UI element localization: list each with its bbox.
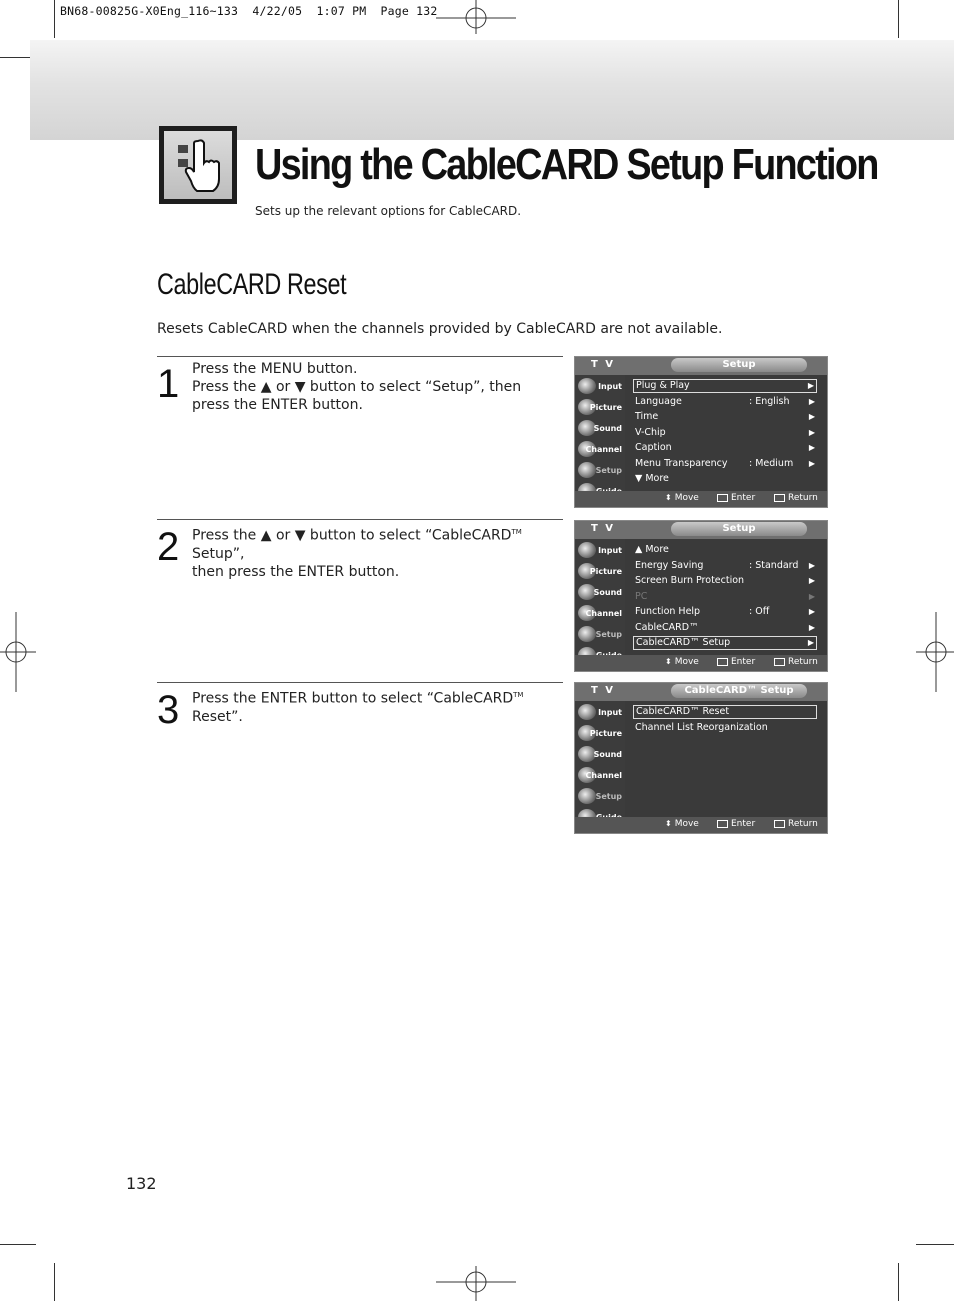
step-divider (157, 682, 563, 683)
osd-sidebar-label: Channel (585, 609, 622, 618)
registration-mark-icon (436, 1266, 516, 1301)
osd-sidebar-item[interactable] (575, 744, 625, 764)
arrow-right-icon: ▶ (807, 381, 814, 390)
osd-menu-item[interactable] (635, 621, 817, 635)
osd-menu-item[interactable] (635, 574, 817, 588)
step-line: Press the ▲ or ▼ button to select “Setup”, then (192, 379, 522, 395)
tv-menu-screen (574, 520, 828, 672)
osd-item-value: : English (749, 395, 790, 407)
footer-move (665, 493, 699, 503)
osd-sidebar-item[interactable] (575, 582, 625, 602)
osd-footer (575, 817, 827, 833)
step-number: 2 (157, 525, 180, 569)
osd-menu-title: Setup (671, 358, 807, 372)
osd-sidebar-label: Channel (585, 445, 622, 454)
arrow-right-icon: ▶ (808, 576, 815, 585)
arrow-right-icon: ▶ (808, 622, 815, 632)
chapter-icon (159, 126, 237, 204)
osd-sidebar-item[interactable] (575, 624, 625, 644)
arrow-right-icon: ▶ (808, 396, 815, 406)
page-title: Using the CableCARD Setup Function (255, 140, 878, 189)
step-line: Press the ENTER button to select “CableCARD™ Reset”. (192, 690, 524, 725)
step-number: 1 (157, 362, 180, 406)
osd-sidebar-item[interactable] (575, 561, 625, 581)
tv-menu-screen (574, 356, 828, 508)
osd-item-label: PC (635, 590, 648, 602)
enter-icon (717, 820, 728, 828)
osd-menu-item[interactable] (635, 395, 817, 409)
osd-menu-item[interactable] (633, 636, 817, 650)
registration-mark-icon (0, 612, 36, 692)
osd-sidebar-item[interactable] (575, 418, 625, 438)
footer-enter-label: Enter (731, 657, 756, 667)
arrow-right-icon: ▶ (808, 607, 815, 616)
step-3-text (192, 686, 562, 726)
osd-menu-list (625, 375, 827, 491)
header-band (30, 40, 954, 140)
page-number: 132 (126, 1174, 157, 1193)
osd-item-value: : Medium (749, 457, 794, 469)
osd-sidebar-label: Picture (589, 729, 622, 738)
section-title: CableCARD Reset (157, 268, 347, 301)
arrow-right-icon: ▶ (808, 591, 815, 601)
osd-tv-label: T V (591, 523, 616, 534)
osd-menu-item[interactable] (635, 543, 817, 557)
crop-mark (898, 0, 899, 38)
menu-category-icon (578, 378, 596, 394)
osd-sidebar-label: Picture (589, 567, 622, 576)
osd-item-label: Screen Burn Protection (635, 575, 745, 586)
menu-category-icon (578, 704, 596, 720)
osd-item-label: V-Chip (635, 426, 666, 438)
osd-item-label: CableCARD™ (635, 621, 699, 633)
osd-sidebar-label: Picture (589, 403, 622, 412)
footer-move-label: Move (674, 819, 699, 829)
step-divider (157, 519, 563, 520)
osd-menu-item[interactable] (635, 559, 817, 573)
footer-return (774, 819, 818, 829)
menu-category-icon (578, 542, 596, 558)
enter-icon (717, 658, 728, 666)
menu-category-icon (578, 788, 596, 804)
osd-sidebar-item[interactable] (575, 460, 625, 480)
osd-menu-list (625, 701, 827, 817)
osd-item-label: Language (635, 395, 682, 407)
osd-sidebar-label: Setup (595, 466, 622, 475)
osd-header (575, 357, 827, 375)
step-number: 3 (157, 688, 180, 732)
osd-menu-item[interactable] (633, 705, 817, 719)
osd-footer (575, 655, 827, 671)
osd-menu-item[interactable] (633, 379, 817, 393)
osd-menu-item[interactable] (635, 441, 817, 455)
osd-sidebar (575, 375, 625, 491)
osd-sidebar-label: Input (598, 546, 622, 555)
footer-return-label: Return (788, 819, 818, 829)
osd-sidebar-item[interactable] (575, 540, 625, 560)
crop-mark (54, 1263, 55, 1301)
osd-menu-item[interactable] (635, 472, 817, 486)
osd-menu-item[interactable] (635, 590, 817, 604)
footer-enter-label: Enter (731, 819, 756, 829)
osd-footer (575, 491, 827, 507)
osd-sidebar-label: Sound (593, 588, 622, 597)
osd-header (575, 683, 827, 701)
osd-sidebar-label: Channel (585, 771, 622, 780)
arrow-right-icon: ▶ (807, 638, 814, 647)
footer-return-label: Return (788, 657, 818, 667)
updown-arrows-icon: ⬍ (665, 493, 672, 502)
osd-item-label: Plug & Play (636, 380, 690, 391)
osd-sidebar-item[interactable] (575, 723, 625, 743)
crop-mark (54, 0, 55, 38)
osd-item-label: CableCARD™ Setup (636, 637, 731, 648)
return-icon (774, 494, 785, 502)
updown-arrows-icon: ⬍ (665, 819, 672, 828)
section-description: Resets CableCARD when the channels provided by CableCARD are not available. (157, 321, 723, 337)
arrow-right-icon: ▶ (808, 560, 815, 570)
footer-enter-label: Enter (731, 493, 756, 503)
osd-item-label: Time (635, 411, 659, 422)
osd-item-label: Function Help (635, 606, 701, 617)
footer-enter (717, 657, 755, 667)
osd-sidebar-label: Input (598, 708, 622, 717)
osd-item-label: Menu Transparency (635, 457, 728, 469)
step-divider (157, 356, 563, 357)
arrow-right-icon: ▶ (808, 458, 815, 468)
osd-sidebar (575, 701, 625, 817)
step-line: then press the ENTER button. (192, 563, 400, 580)
osd-menu-item[interactable] (635, 457, 817, 471)
enter-icon (717, 494, 728, 502)
footer-return (774, 493, 818, 503)
updown-arrows-icon: ⬍ (665, 657, 672, 666)
step-1-text (192, 360, 562, 414)
osd-menu-title: Setup (671, 522, 807, 536)
pointing-hand-icon (164, 131, 232, 199)
footer-return (774, 657, 818, 667)
footer-move-label: Move (674, 657, 699, 667)
osd-menu-list (625, 539, 827, 655)
osd-item-value: : Standard (749, 559, 799, 571)
osd-sidebar-label: Sound (593, 424, 622, 433)
crop-mark (898, 1263, 899, 1301)
menu-category-icon (578, 462, 596, 478)
osd-menu-title: CableCARD™ Setup (671, 684, 807, 698)
page-subtitle: Sets up the relevant options for CableCARD. (255, 204, 522, 218)
osd-sidebar-item[interactable] (575, 439, 625, 459)
osd-sidebar-item[interactable] (575, 786, 625, 806)
footer-enter (717, 819, 755, 829)
arrow-right-icon: ▶ (808, 427, 815, 437)
osd-item-label: Caption (635, 442, 672, 453)
osd-sidebar-item[interactable] (575, 765, 625, 785)
osd-menu-item[interactable] (635, 721, 817, 735)
osd-item-label: ▼ More (635, 473, 669, 484)
footer-move-label: Move (674, 493, 699, 503)
crop-mark (0, 1244, 36, 1245)
printer-slug: BN68-00825G-X0Eng_116~133 4/22/05 1:07 PM Page 132 (60, 4, 438, 18)
footer-move (665, 819, 699, 829)
osd-item-label: Channel List Reorganization (635, 721, 768, 733)
osd-menu-item[interactable] (635, 605, 817, 619)
osd-sidebar-label: Sound (593, 750, 622, 759)
crop-mark (916, 1244, 954, 1245)
osd-sidebar-label: Input (598, 382, 622, 391)
osd-menu-item[interactable] (635, 426, 817, 440)
footer-enter (717, 493, 755, 503)
footer-move (665, 657, 699, 667)
osd-sidebar-item[interactable] (575, 702, 625, 722)
return-icon (774, 820, 785, 828)
step-2-text (192, 523, 562, 581)
step-line: press the ENTER button. (192, 397, 363, 413)
footer-return-label: Return (788, 493, 818, 503)
osd-tv-label: T V (591, 359, 616, 370)
osd-item-label: ▲ More (635, 544, 669, 555)
osd-tv-label: T V (591, 685, 616, 696)
osd-sidebar-label: Setup (595, 630, 622, 639)
osd-menu-item[interactable] (635, 410, 817, 424)
osd-sidebar (575, 539, 625, 655)
osd-sidebar-item[interactable] (575, 397, 625, 417)
osd-item-label: CableCARD™ Reset (636, 706, 730, 717)
registration-mark-icon (436, 0, 516, 34)
step-line: Press the ▲ or ▼ button to select “CableCARD™ Setup”, (192, 527, 522, 562)
step-line: Press the MENU button. (192, 361, 358, 377)
osd-sidebar-label: Setup (595, 792, 622, 801)
osd-header (575, 521, 827, 539)
osd-item-value: : Off (749, 606, 770, 617)
osd-sidebar-item[interactable] (575, 603, 625, 623)
arrow-right-icon: ▶ (808, 443, 815, 452)
osd-sidebar-item[interactable] (575, 376, 625, 396)
return-icon (774, 658, 785, 666)
osd-item-label: Energy Saving (635, 559, 704, 571)
arrow-right-icon: ▶ (808, 412, 815, 421)
registration-mark-icon (916, 612, 954, 692)
tv-menu-screen (574, 682, 828, 834)
menu-category-icon (578, 626, 596, 642)
